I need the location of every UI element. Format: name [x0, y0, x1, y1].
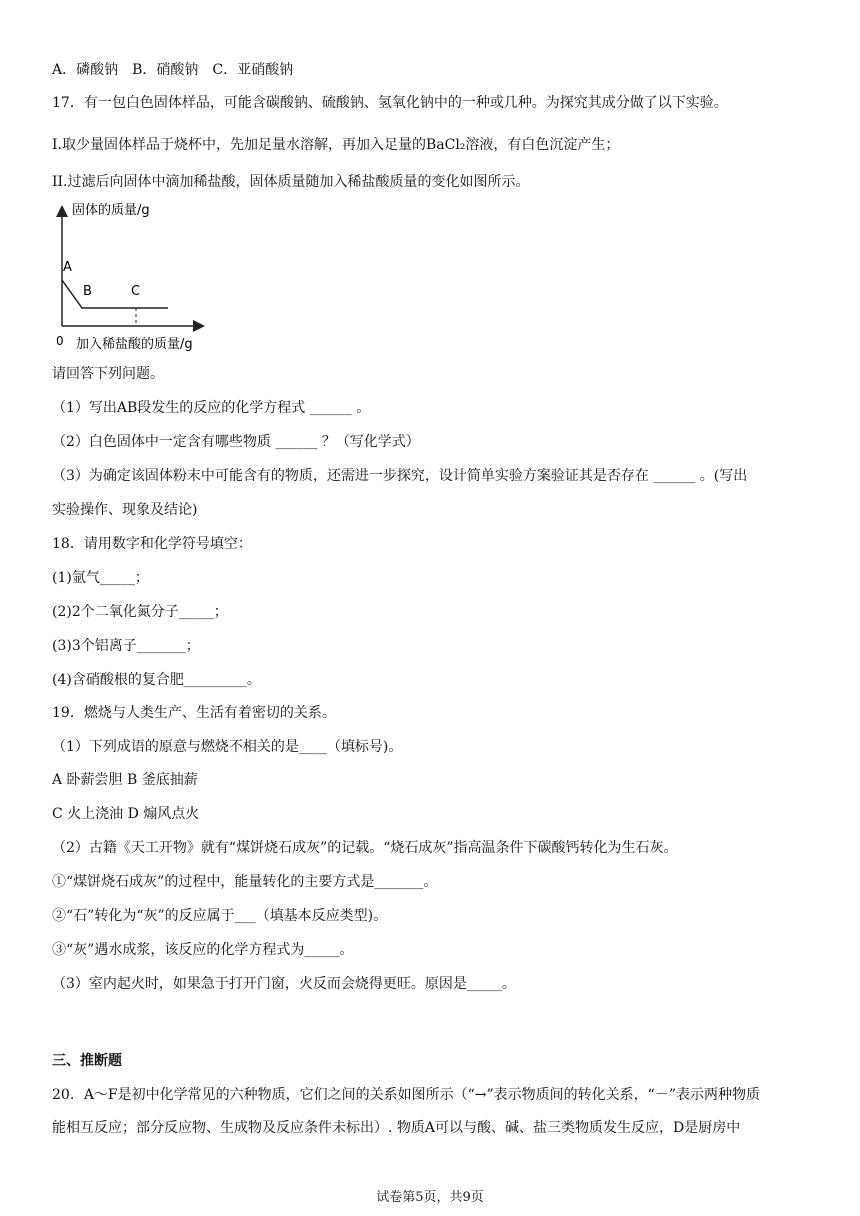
q18-part-4: (4)含硝酸根的复合肥_________。 — [52, 672, 261, 688]
origin-label: 0 — [56, 334, 64, 348]
q17-part-3b: 实验操作、现象及结论) — [52, 502, 198, 518]
q17-stem: 17．有一包白色固体样品，可能含碳酸钠、硫酸钠、氢氧化钠中的一种或几种。为探究其成分做了以下实验。 — [52, 95, 728, 111]
y-axis-label: 固体的质量/g — [72, 203, 150, 218]
q19-stem: 19．燃烧与人类生产、生活有着密切的关系。 — [52, 705, 336, 721]
point-b-label: B — [83, 284, 92, 299]
q17-part-2: （2）白色固体中一定含有哪些物质 ______ ？（写化学式） — [52, 434, 420, 450]
q19-part-2: （2）古籍《天工开物》就有“煤饼烧石成灰”的记载。“烧石成灰”指高温条件下碳酸钙转化为生石灰。 — [52, 840, 678, 856]
mass-graph — [50, 200, 230, 356]
q17-prompt: 请回答下列问题。 — [52, 366, 164, 382]
q17-part-1: （1）写出AB段发生的反应的化学方程式 ______ 。 — [52, 400, 371, 416]
q17-step-1: I.取少量固体样品于烧杯中，先加足量水溶解，再加入足量的BaCl₂溶液，有白色沉淀产生； — [52, 137, 620, 153]
point-c-label: C — [131, 284, 141, 299]
q19-part-3: （3）室内起火时，如果急于打开门窗，火反而会烧得更旺。原因是_____。 — [52, 976, 516, 992]
point-a-label: A — [63, 260, 72, 275]
q17-part-3a: （3）为确定该固体粉末中可能含有的物质，还需进一步探究，设计简单实验方案验证其是否存在 ______ 。(写出 — [52, 468, 748, 484]
q18-stem: 18．请用数字和化学符号填空： — [52, 536, 252, 552]
q19-part-2-3: ③“灰”遇水成浆，该反应的化学方程式为_____。 — [52, 942, 354, 958]
q19-options-ab: A 卧薪尝胆 B 釜底抽薪 — [52, 772, 198, 788]
q17-step-2: II.过滤后向固体中滴加稀盐酸，固体质量随加入稀盐酸质量的变化如图所示。 — [52, 174, 530, 190]
section-heading: 三、推断题 — [52, 1053, 122, 1069]
q19-options-cd: C 火上浇油 D 煽风点火 — [52, 806, 200, 822]
x-axis-label: 加入稀盐酸的质量/g — [76, 337, 193, 352]
page-footer: 试卷第5页，共9页 — [376, 1190, 484, 1205]
q20-stem-1: 20．A～F是初中化学常见的六种物质，它们之间的关系如图所示（“→”表示物质间的转化关系，“－”表示两种物质 — [52, 1087, 760, 1103]
q18-part-2: (2)2个二氧化氮分子_____； — [52, 604, 228, 620]
q19-part-1: （1）下列成语的原意与燃烧不相关的是____（填标号)。 — [52, 739, 403, 755]
q18-part-3: (3)3个铝离子_______； — [52, 638, 200, 654]
q18-part-1: (1)氩气_____； — [52, 570, 149, 586]
q20-stem-2: 能相互反应；部分反应物、生成物及反应条件未标出）. 物质A可以与酸、碱、盐三类物质发生反应，D是厨房中 — [52, 1120, 741, 1136]
q19-part-2-1: ①“煤饼烧石成灰”的过程中，能量转化的主要方式是_______。 — [52, 874, 438, 890]
q16-options: A．磷酸钠 B．硝酸钠 C．亚硝酸钠 — [52, 62, 294, 78]
q19-part-2-2: ②“石”转化为“灰”的反应属于___（填基本反应类型)。 — [52, 908, 388, 924]
mass-curve — [62, 280, 168, 308]
